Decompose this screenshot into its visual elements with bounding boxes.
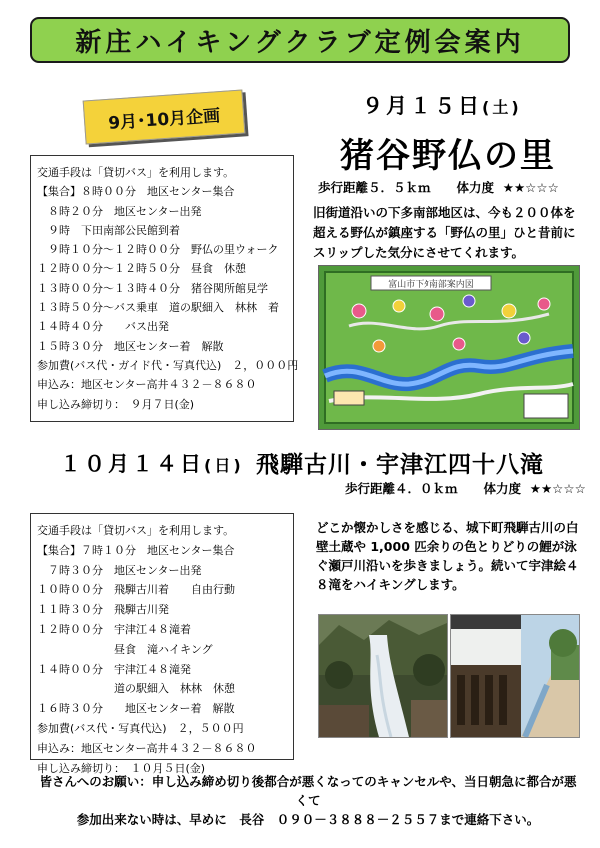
event2-fitness-label: 体力度 [483, 481, 522, 496]
event2-distance-row [345, 479, 586, 497]
schedule-line: 参加費(バス代・写真代込) ２，５００円 [37, 721, 244, 735]
notice-line2: 参加出来ない時は、早めに 長谷 ０９０－３８８８－２５５７まで連絡下さい。 [76, 812, 540, 827]
area-map [318, 265, 580, 430]
map-illustration [319, 266, 579, 429]
schedule-line: ９時 下田南部公民館到着 [37, 223, 180, 237]
event1-distance: 歩行距離５．５ｋｍ [318, 180, 431, 195]
waterfall-photo [318, 614, 448, 738]
schedule-line: 【集合】７時１０分 地区センター集合 [37, 543, 235, 557]
month-badge-label: 9月･10月企画 [107, 105, 221, 134]
schedule-line: １３時５０分～バス乗車 道の駅細入 林林 着 [37, 301, 279, 315]
schedule-line: １４時４０分 バス出発 [37, 320, 169, 334]
schedule-line: ７時３０分 地区センター出発 [37, 563, 202, 577]
event1-fitness-label: 体力度 [456, 180, 495, 195]
event1-schedule-box [30, 155, 299, 422]
schedule-line: 申込み：地区センター高井４３２－８６８０ [37, 741, 257, 755]
schedule-line: 昼食 滝ハイキング [37, 642, 213, 656]
event2-distance: 歩行距離４．０ｋｍ [345, 481, 458, 496]
schedule-line: 申し込み締切り： ９月７日(金) [37, 397, 195, 411]
event2-description: どこか懐かしさを感じる、城下町飛騨古川の白壁土蔵や 1,000 匹余りの色とりどりの鯉が泳ぐ瀬戸川沿いを歩きましょう。続いて宇津絵４８滝をハイキングします。 [316, 520, 579, 592]
schedule-line: 参加費(バス代・ガイド代・写真代込) ２，０００円 [37, 358, 299, 372]
schedule-line: １３時００分～１３時４０分 猪谷関所館見学 [37, 281, 268, 295]
event1-date [362, 90, 522, 120]
event2-name: 飛騨古川・宇津江四十八滝 [256, 452, 544, 478]
event2-weekday: (日) [204, 456, 244, 475]
event2-date [60, 448, 244, 478]
event1-date-text: ９月１５日 [362, 94, 482, 118]
schedule-line: １２時００分～１２時５０分 昼食 休憩 [37, 262, 246, 276]
schedule-line: １４時００分 宇津江４８滝発 [37, 662, 191, 676]
schedule-line: ９時１０分～１２時００分 野仏の里ウォーク [37, 243, 279, 257]
event2-schedule-box [30, 513, 294, 775]
schedule-line: １１時３０分 飛騨古川発 [37, 603, 169, 617]
old-town-photo [450, 614, 580, 738]
schedule-line: １５時３０分 地区センター着 解散 [37, 339, 224, 353]
event1-weekday: (土) [482, 98, 522, 117]
schedule-line: 【集合】８時００分 地区センター集合 [37, 185, 235, 199]
event1-fitness-stars: ★★☆☆☆ [502, 180, 559, 195]
notice-line1: 皆さんへのお願い：申し込み締め切り後都合が悪くなってのキャンセルや、当日朝急に都合が悪くて [39, 774, 577, 808]
schedule-line: 交通手段は「貸切バス」を利用します。 [37, 166, 235, 179]
schedule-line: ８時２０分 地区センター出発 [37, 204, 202, 218]
notice [38, 772, 578, 829]
schedule-line: 道の駅細入 林林 休憩 [37, 682, 235, 696]
event2-fitness-stars: ★★☆☆☆ [529, 481, 586, 496]
schedule-line: 交通手段は「貸切バス」を利用します。 [37, 524, 235, 537]
schedule-line: 申し込み締切り： １０月５日(金) [37, 761, 206, 775]
schedule-line: 申込み：地区センター高井４３２－８６８０ [37, 378, 257, 392]
title-banner [30, 17, 570, 63]
event1-description: 旧街道沿いの下多南部地区は、今も２００体を超える野仏が鎮座する「野仏の里」ひと昔前にスリップした気分にさせてくれます。 [313, 205, 576, 260]
schedule-line: １６時３０分 地区センター着 解散 [37, 702, 235, 716]
event2-date-text: １０月１４日 [60, 452, 204, 476]
map-title: 富山市下ﾀ南部案内図 [388, 280, 474, 290]
page-title: 新庄ハイキングクラブ定例会案内 [75, 27, 525, 58]
event1-distance-row [318, 178, 559, 196]
schedule-line: １２時００分 宇津江４８滝着 [37, 622, 191, 636]
month-badge [83, 89, 246, 144]
event1-name: 猪谷野仏の里 [340, 136, 556, 176]
schedule-line: １０時００分 飛騨古川着 自由行動 [37, 583, 235, 597]
